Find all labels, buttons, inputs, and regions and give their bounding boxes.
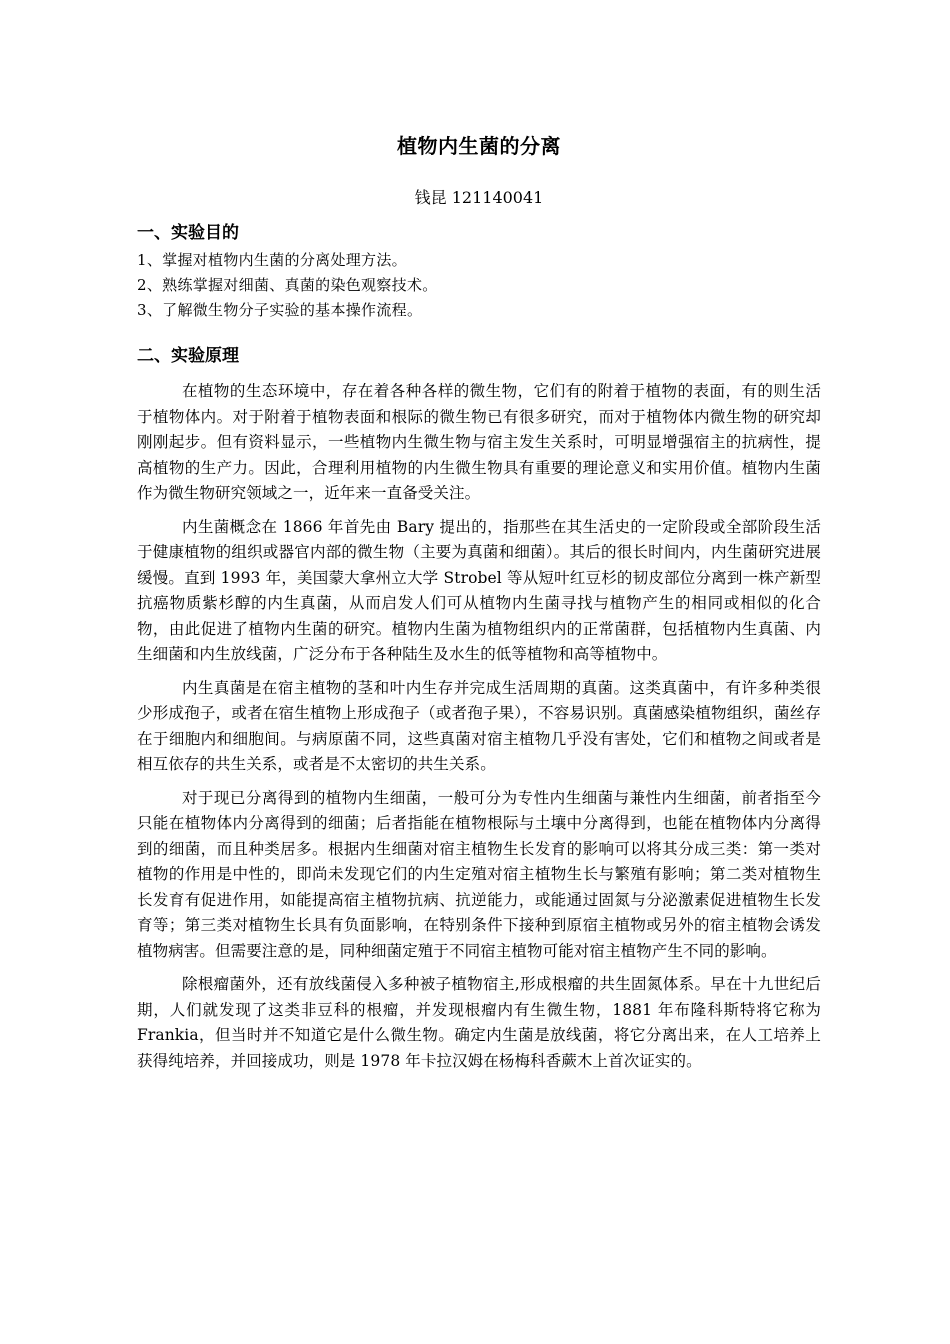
list-item: 1、掌握对植物内生菌的分离处理方法。	[137, 251, 407, 269]
paragraph: 内生真菌是在宿主植物的茎和叶内生存并完成生活周期的真菌。这类真菌中，有许多种类很少形成孢子，或者在宿生植物上形成孢子（或者孢子果），不容易识别。真菌感染植物组织，菌丝存在于细胞内和细胞间。与病原菌不同，这些真菌对宿主植物几乎没有害处，它们和植物之间或者是相互依存的共生关系，或者是不太密切的共生关系。	[137, 678, 821, 773]
section-heading-principles: 二、实验原理	[137, 346, 239, 366]
paragraph: 对于现已分离得到的植物内生细菌，一般可分为专性内生细菌与兼性内生细菌，前者指至今只能在植物体内分离得到的细菌；后者指能在植物根际与土壤中分离得到，也能在植物体内分离得到的细菌，而且种类居多。根据内生细菌对宿主植物生长发育的影响可以将其分成三类：第一类对植物的作用是中性的，即尚未发现它们的内生定殖对宿主植物生长与繁殖有影响；第二类对植物生长发育有促进作用，如能提高宿主植物抗病、抗逆能力，或能通过固氮与分泌激素促进植物生长发育等；第三类对植物生长具有负面影响，在特别条件下接种到原宿主植物或另外的宿主植物会诱发植物病害。但需要注意的是，同种细菌定殖于不同宿主植物可能对宿主植物产生不同的影响。	[137, 788, 821, 960]
author-line: 钱昆 121140041	[414, 188, 544, 207]
paragraph: 除根瘤菌外，还有放线菌侵入多种被子植物宿主,形成根瘤的共生固氮体系。早在十九世纪后期，人们就发现了这类非豆科的根瘤，并发现根瘤内有生微生物，1881 年布隆科斯特将它称为 Frankia，但当时并不知道它是什么微生物。确定内生菌是放线菌，将它分离出来，在人工培养上获得纯培养，并回接成功，则是 1978 年卡拉汉姆在杨梅科香蕨木上首次证实的。	[137, 975, 821, 1070]
page-title: 植物内生菌的分离	[397, 134, 561, 158]
section-heading-objectives: 一、实验目的	[137, 223, 239, 243]
objectives-list	[137, 248, 821, 323]
paragraph: 内生菌概念在 1866 年首先由 Bary 提出的，指那些在其生活史的一定阶段或全部阶段生活于健康植物的组织或器官内部的微生物（主要为真菌和细菌）。其后的很长时间内，内生菌研究进展缓慢。直到 1993 年，美国蒙大拿州立大学 Strobel 等从短叶红豆杉的韧皮部位分离到一株产新型抗癌物质紫杉醇的内生真菌，从而启发人们可从植物内生菌寻找与植物产生的相同或相似的化合物，由此促进了植物内生菌的研究。植物内生菌为植物组织内的正常菌群，包括植物内生真菌、内生细菌和内生放线菌，广泛分布于各种陆生及水生的低等植物和高等植物中。	[137, 517, 821, 663]
list-item: 2、熟练掌握对细菌、真菌的染色观察技术。	[137, 276, 438, 294]
document-body	[137, 130, 821, 1082]
list-item: 3、了解微生物分子实验的基本操作流程。	[137, 301, 423, 319]
paragraph: 在植物的生态环境中，存在着各种各样的微生物，它们有的附着于植物的表面，有的则生活于植物体内。对于附着于植物表面和根际的微生物已有很多研究，而对于植物体内微生物的研究却刚刚起步。但有资料显示，一些植物内生微生物与宿主发生关系时，可明显增强宿主的抗病性，提高植物的生产力。因此，合理利用植物的内生微生物具有重要的理论意义和实用价值。植物内生菌作为微生物研究领域之一，近年来一直备受关注。	[137, 382, 821, 502]
